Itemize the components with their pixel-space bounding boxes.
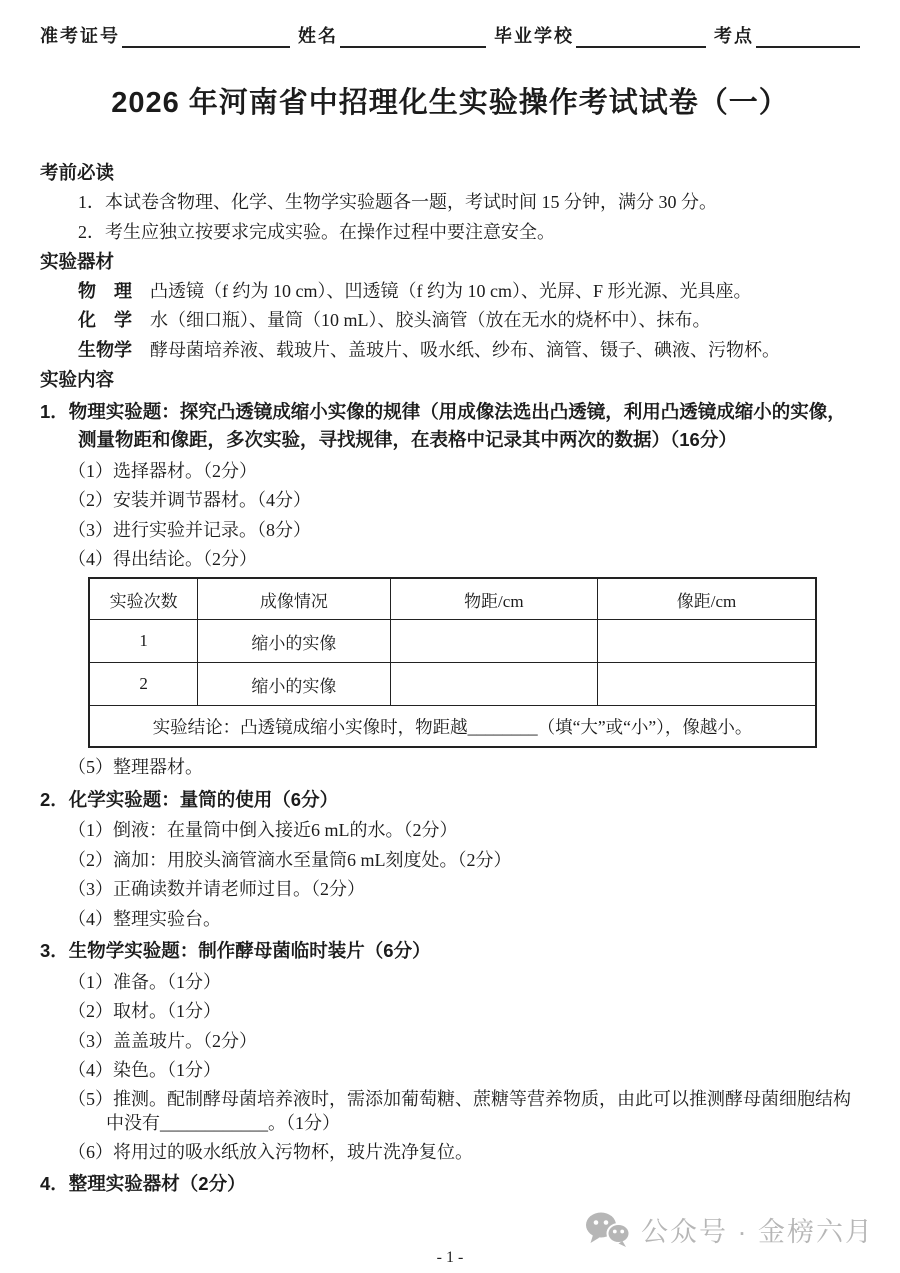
question-title: 整理实验器材（2分） (68, 1173, 246, 1195)
question-step: （1）倒液：在量筒中倒入接近6 mL的水。（2分） (68, 820, 458, 841)
question-step: （2）安装并调节器材。（4分） (68, 490, 311, 511)
page-title: 2026 年河南省中招理化生实验操作考试试卷（一） (111, 87, 789, 119)
question-step: （1）选择器材。（2分） (68, 460, 257, 481)
candidate-info-row (40, 26, 860, 48)
table-cell: 2 (89, 663, 198, 706)
question-step: （6）将用过的吸水纸放入污物杯，玻片洗净复位。 (68, 1142, 473, 1163)
question-step: （4）整理实验台。 (68, 908, 221, 929)
fill-in-blank (756, 26, 860, 48)
table-row (89, 663, 816, 706)
equipment-row-biology (78, 339, 860, 362)
field-name (298, 26, 486, 48)
question-heading (40, 786, 860, 814)
field-exam-site (714, 26, 860, 48)
question-step: （3）进行实验并记录。（8分） (68, 519, 311, 540)
page-number: - 1 - (436, 1249, 464, 1266)
question-number: 2． (40, 788, 69, 810)
field-label: 毕业学校 (494, 26, 574, 47)
watermark-text: 公众号 · 金榜六月 (641, 1217, 874, 1247)
field-label: 姓名 (298, 26, 338, 47)
experiment-record-table (88, 577, 817, 748)
table-conclusion-row (89, 706, 816, 748)
question-step: （5）整理器材。 (68, 757, 203, 778)
field-label: 考点 (714, 26, 754, 47)
fill-in-blank (576, 26, 706, 48)
question-heading (40, 937, 860, 965)
table-cell-blank (390, 620, 597, 663)
question-heading (40, 1170, 860, 1198)
fill-in-blank (340, 26, 486, 48)
question-step: （4）得出结论。（2分） (68, 548, 257, 569)
question-number: 4． (40, 1173, 69, 1195)
table-header-image-distance: 像距/cm (598, 578, 816, 620)
question-heading (40, 398, 860, 454)
question-chemistry (40, 786, 860, 931)
question-step: （2）滴加：用胶头滴管滴水至量筒6 mL刻度处。（2分） (68, 849, 512, 870)
table-cell-blank (390, 663, 597, 706)
equipment-subject: 物 理 (78, 281, 132, 302)
question-number: 1． (40, 401, 69, 423)
equipment-items: 凸透镜（f 约为 10 cm）、凹透镜（f 约为 10 cm）、光屏、F 形光源、光具座。 (150, 281, 752, 302)
section-heading-content: 实验内容 (40, 369, 115, 391)
field-admission-number (40, 26, 290, 48)
question-step: （4）染色。（1分） (68, 1059, 221, 1080)
question-physics (40, 398, 860, 779)
question-title: 化学实验题：量筒的使用（6分） (68, 788, 339, 810)
question-title: 物理实验题：探究凸透镜成缩小实像的规律（用成像法选出凸透镜，利用凸透镜成缩小的实像，测量物距和像距，多次实验，寻找规律，在表格中记录其中两次的数据）（16分） (68, 401, 846, 450)
pre-exam-item: 1．本试卷含物理、化学、生物学实验题各一题，考试时间 15 分钟，满分 30 分。 (78, 192, 717, 213)
table-row (89, 620, 816, 663)
field-graduation-school (494, 26, 706, 48)
section-heading-equipment: 实验器材 (40, 250, 115, 272)
question-step: （5）推测。配制酵母菌培养液时，需添加葡萄糖、蔗糖等营养物质，由此可以推测酵母菌细胞结构中没有____________。（1分） (68, 1089, 851, 1133)
equipment-items: 水（细口瓶）、量筒（10 mL）、胶头滴管（放在无水的烧杯中）、抹布。 (150, 310, 711, 331)
equipment-subject: 化 学 (78, 310, 132, 331)
question-tidy-up (40, 1170, 860, 1198)
section-heading-pre-exam: 考前必读 (40, 162, 115, 184)
table-cell: 缩小的实像 (198, 620, 390, 663)
watermark (585, 1210, 874, 1249)
table-cell-blank (598, 663, 816, 706)
question-step: （3）正确读数并请老师过目。（2分） (68, 879, 365, 900)
equipment-row-chemistry (78, 309, 860, 332)
equipment-row-physics (78, 280, 860, 303)
equipment-subject: 生物学 (78, 339, 132, 360)
table-header-row (89, 578, 816, 620)
question-number: 3． (40, 940, 69, 961)
question-step: （1）准备。（1分） (68, 971, 221, 992)
question-step: （2）取材。（1分） (68, 1001, 221, 1022)
field-label: 准考证号 (40, 26, 120, 47)
table-cell: 缩小的实像 (198, 663, 390, 706)
table-header-object-distance: 物距/cm (390, 578, 597, 620)
equipment-items: 酵母菌培养液、载玻片、盖玻片、吸水纸、纱布、滴管、镊子、碘液、污物杯。 (150, 339, 780, 360)
pre-exam-item: 2．考生应独立按要求完成实验。在操作过程中要注意安全。 (78, 221, 555, 242)
experiment-conclusion: 实验结论：凸透镜成缩小实像时，物距越________（填“大”或“小”），像越小。 (89, 706, 816, 748)
question-title: 生物学实验题：制作酵母菌临时装片（6分） (68, 940, 431, 961)
table-cell-blank (598, 620, 816, 663)
question-step: （3）盖盖玻片。（2分） (68, 1030, 257, 1051)
table-cell: 1 (89, 620, 198, 663)
question-biology (40, 937, 860, 1164)
wechat-icon (585, 1212, 631, 1248)
fill-in-blank (122, 26, 290, 48)
table-header-image-condition: 成像情况 (198, 578, 390, 620)
table-header-trial: 实验次数 (89, 578, 198, 620)
